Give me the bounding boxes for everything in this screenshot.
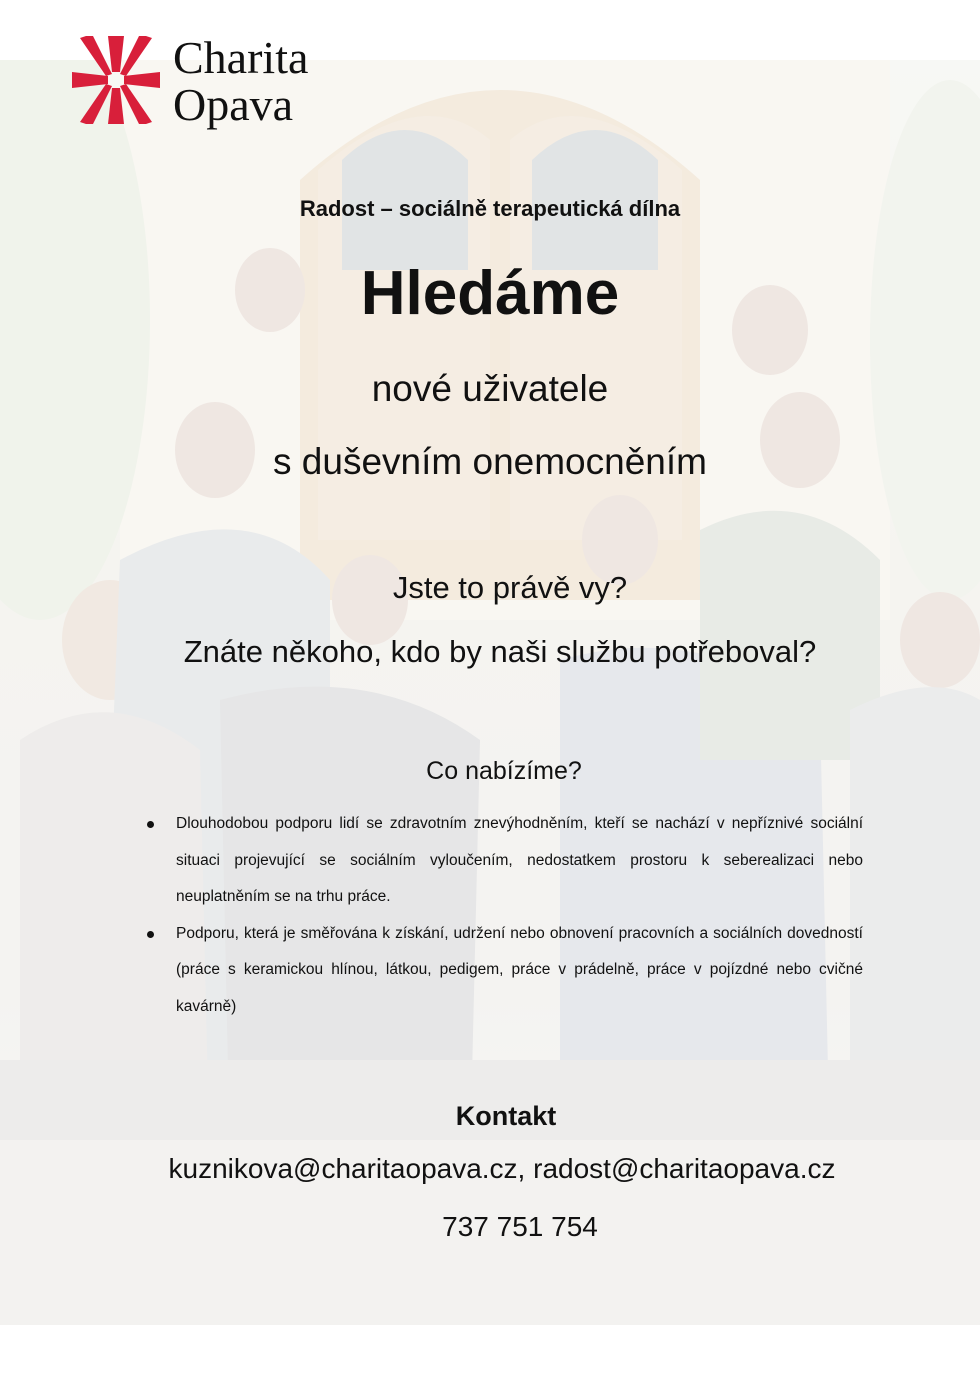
bullet-icon [147,821,154,828]
charita-cross-icon [72,36,160,124]
offer-heading: Co nabízíme? [426,757,582,785]
service-subtitle: Radost – sociálně terapeutická dílna [299,196,681,221]
question-1: Jste to právě vy? [392,570,628,605]
contact-heading: Kontakt [455,1101,557,1131]
offer-list-item [147,806,863,916]
lead-line-2: s duševním onemocněním [273,441,707,482]
charita-logo [72,34,342,130]
offer-item-text: Podporu, která je směřována k získání, udržení nebo obnovení pracovních a sociálních dovedností (práce s keramickou hlínou, látkou, pedigem, práce v prádelně, práce v pojízdné nebo cvičné kavárně) [176,924,863,1015]
logo-wordmark [173,34,308,128]
background-group-photo [0,60,980,1325]
offer-list [147,806,863,1025]
contact-phone: 737 751 754 [442,1211,598,1242]
headline: Hledáme [360,259,620,328]
photo-washout-overlay [0,60,980,1325]
question-2: Znáte někoho, kdo by naši službu potřeboval? [183,634,817,669]
contact-emails: kuznikova@charitaopava.cz, radost@charitaopava.cz [168,1153,836,1184]
lead-line-1: nové uživatele [371,368,609,409]
offer-item-text: Dlouhodobou podporu lidí se zdravotním znevýhodněním, kteří se nachází v nepříznivé sociální situaci projevující se sociálním vyloučením, nedostatkem prostoru k seberealizaci nebo neuplatněním se na trhu práce. [176,815,863,905]
offer-list-item [147,916,863,1026]
bullet-icon [147,931,154,938]
logo-line-opava: Opava [173,79,294,130]
logo-line-charita: Charita [173,32,309,83]
